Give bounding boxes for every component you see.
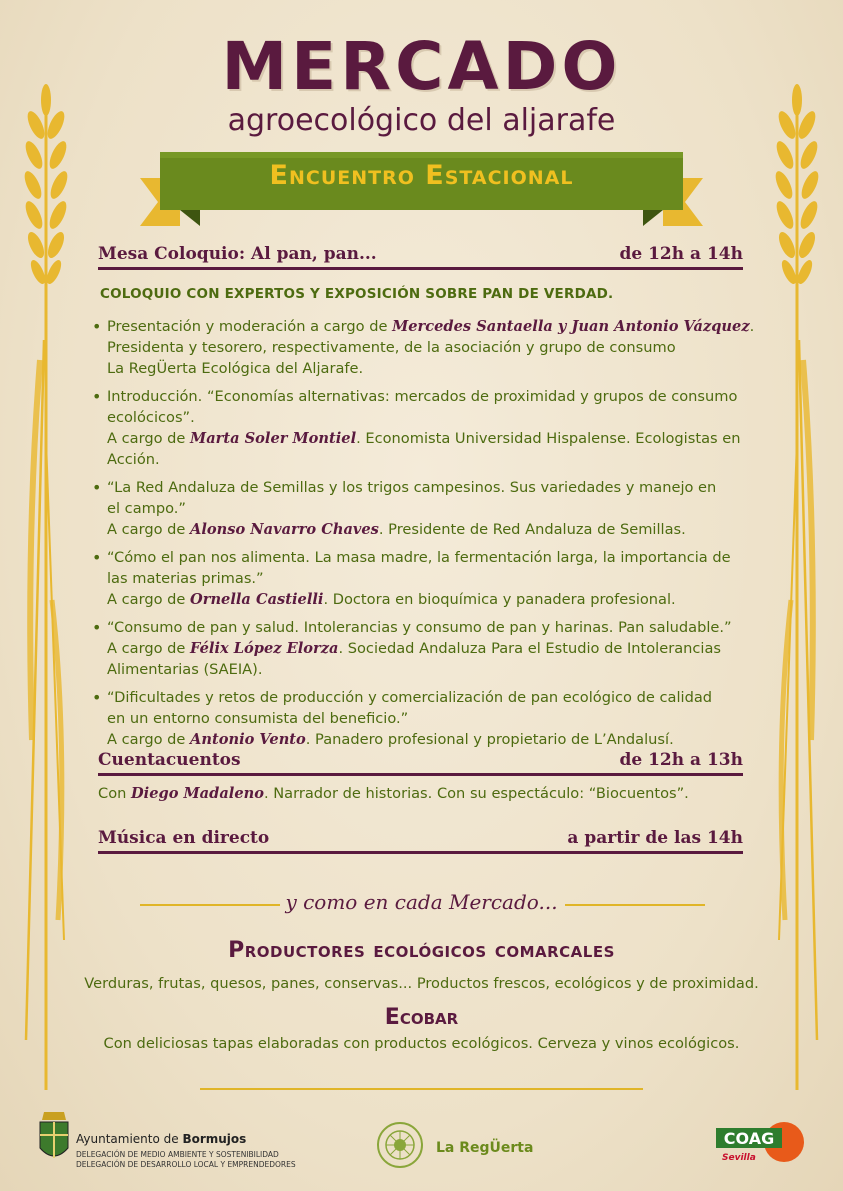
coag-sub-text: Sevilla — [722, 1153, 756, 1163]
item-text: el campo.” — [107, 500, 186, 517]
productores-text: Verduras, frutas, quesos, panes, conservas... Productos frescos, ecológicos y de proximidad. — [84, 975, 759, 992]
list-item — [90, 477, 790, 540]
bullet-icon: • — [92, 688, 102, 707]
page-title: MERCADO — [221, 28, 622, 105]
section-name: Cuentacuentos — [98, 750, 241, 770]
item-text: “Cómo el pan nos alimenta. La masa madre, la fermentación larga, la importancia de — [107, 549, 731, 566]
reguerta-name: La RegÜerta — [436, 1140, 534, 1156]
item-text: . Doctora en bioquímica y panadera profesional. — [323, 591, 676, 608]
section-time: a partir de las 14h — [567, 828, 743, 848]
speaker-name: Marta Soler Montiel — [190, 430, 357, 447]
item-text: Con — [98, 785, 132, 802]
list-item — [90, 386, 790, 470]
bullet-icon: • — [92, 387, 102, 406]
wheat-left-icon — [6, 40, 86, 1090]
coat-of-arms-icon — [36, 1108, 72, 1166]
item-text: A cargo de — [107, 591, 191, 608]
item-text: Alimentarias (SAEIA). — [107, 661, 263, 678]
section-name: Mesa Coloquio: Al pan, pan... — [98, 244, 377, 264]
item-text: A cargo de — [107, 640, 191, 657]
productores-title: Productores ecológicos comarcales — [228, 938, 615, 963]
section-time: de 12h a 14h — [619, 244, 743, 264]
item-text: La RegÜerta Ecológica del Aljarafe. — [107, 360, 364, 377]
coloquio-heading: COLOQUIO CON EXPERTOS Y EXPOSICIÓN SOBRE PAN DE VERDAD. — [100, 286, 614, 302]
item-text: . Presidente de Red Andaluza de Semillas. — [378, 521, 686, 538]
ayto-town: Bormujos — [182, 1132, 247, 1146]
speaker-name: Félix López Elorza — [190, 640, 339, 657]
list-item — [90, 617, 790, 680]
ecobar-text: Con deliciosas tapas elaboradas con productos ecológicos. Cerveza y vinos ecológicos. — [103, 1035, 740, 1052]
item-text: A cargo de — [107, 521, 191, 538]
speaker-name: Antonio Vento — [190, 731, 306, 748]
item-text: Introducción. “Economías alternativas: mercados de proximidad y grupos de consumo — [107, 388, 738, 405]
ayto-sub-line: DELEGACIÓN DE DESARROLLO LOCAL Y EMPRENDEDORES — [76, 1160, 296, 1169]
ayto-name — [76, 1132, 246, 1146]
ribbon-title: Encuentro Estacional — [269, 160, 574, 191]
coag-logo — [712, 1120, 807, 1164]
bullet-icon: • — [92, 317, 102, 336]
list-item — [90, 547, 790, 610]
cuentacuentos-text — [98, 785, 689, 802]
item-text: A cargo de — [107, 731, 191, 748]
item-text: . Narrador de historias. Con su espectáculo: “Biocuentos”. — [263, 785, 689, 802]
section-cuentacuentos — [98, 750, 743, 776]
bullet-icon: • — [92, 548, 102, 567]
speaker-name: Diego Madaleno — [131, 785, 264, 802]
item-text: . Economista Universidad Hispalense. Ecologistas en Acción. — [107, 430, 741, 468]
speaker-name: Ornella Castielli — [190, 591, 324, 608]
section-mesa-coloquio — [98, 244, 743, 270]
item-text: “Consumo de pan y salud. Intolerancias y consumo de pan y harinas. Pan saludable.” — [107, 619, 732, 636]
ayto-delegations — [76, 1150, 296, 1170]
item-text: . Sociedad Andaluza Para el Estudio de Intolerancias — [338, 640, 722, 657]
page-subtitle: agroecológico del aljarafe — [227, 103, 616, 138]
item-text: A cargo de — [107, 430, 191, 447]
item-text: . — [749, 318, 755, 335]
item-text: Presidenta y tesorero, respectivamente, de la asociación y grupo de consumo — [107, 339, 676, 356]
speaker-name: Alonso Navarro Chaves — [190, 521, 379, 538]
footer — [0, 1090, 843, 1190]
speaker-name: Mercedes Santaella y Juan Antonio Vázquez — [392, 318, 750, 335]
section-name: Música en directo — [98, 828, 270, 848]
item-text: “Dificultades y retos de producción y comercialización de pan ecológico de calidad — [107, 689, 713, 706]
item-text: Presentación y moderación a cargo de — [107, 318, 393, 335]
list-item — [90, 316, 790, 379]
item-text: las materias primas.” — [107, 570, 264, 587]
item-text: “La Red Andaluza de Semillas y los trigos campesinos. Sus variedades y manejo en — [107, 479, 717, 496]
ayto-sub-line: DELEGACIÓN DE MEDIO AMBIENTE Y SOSTENIBILIDAD — [76, 1150, 279, 1159]
market-divider-text: y como en cada Mercado... — [285, 890, 558, 914]
ecobar-title: Ecobar — [384, 1005, 459, 1030]
coag-text: COAG — [723, 1129, 775, 1148]
bullet-icon: • — [92, 618, 102, 637]
item-text: ecolócicos”. — [107, 409, 195, 426]
talks-list — [90, 316, 790, 757]
reguerta-logo-icon — [375, 1120, 425, 1170]
list-item — [90, 687, 790, 750]
bullet-icon: • — [92, 478, 102, 497]
item-text: . Panadero profesional y propietario de L’Andalusí. — [305, 731, 674, 748]
ayto-prefix: Ayuntamiento de — [76, 1132, 183, 1146]
section-time: de 12h a 13h — [619, 750, 743, 770]
item-text: en un entorno consumista del beneficio.” — [107, 710, 409, 727]
section-musica — [98, 828, 743, 854]
